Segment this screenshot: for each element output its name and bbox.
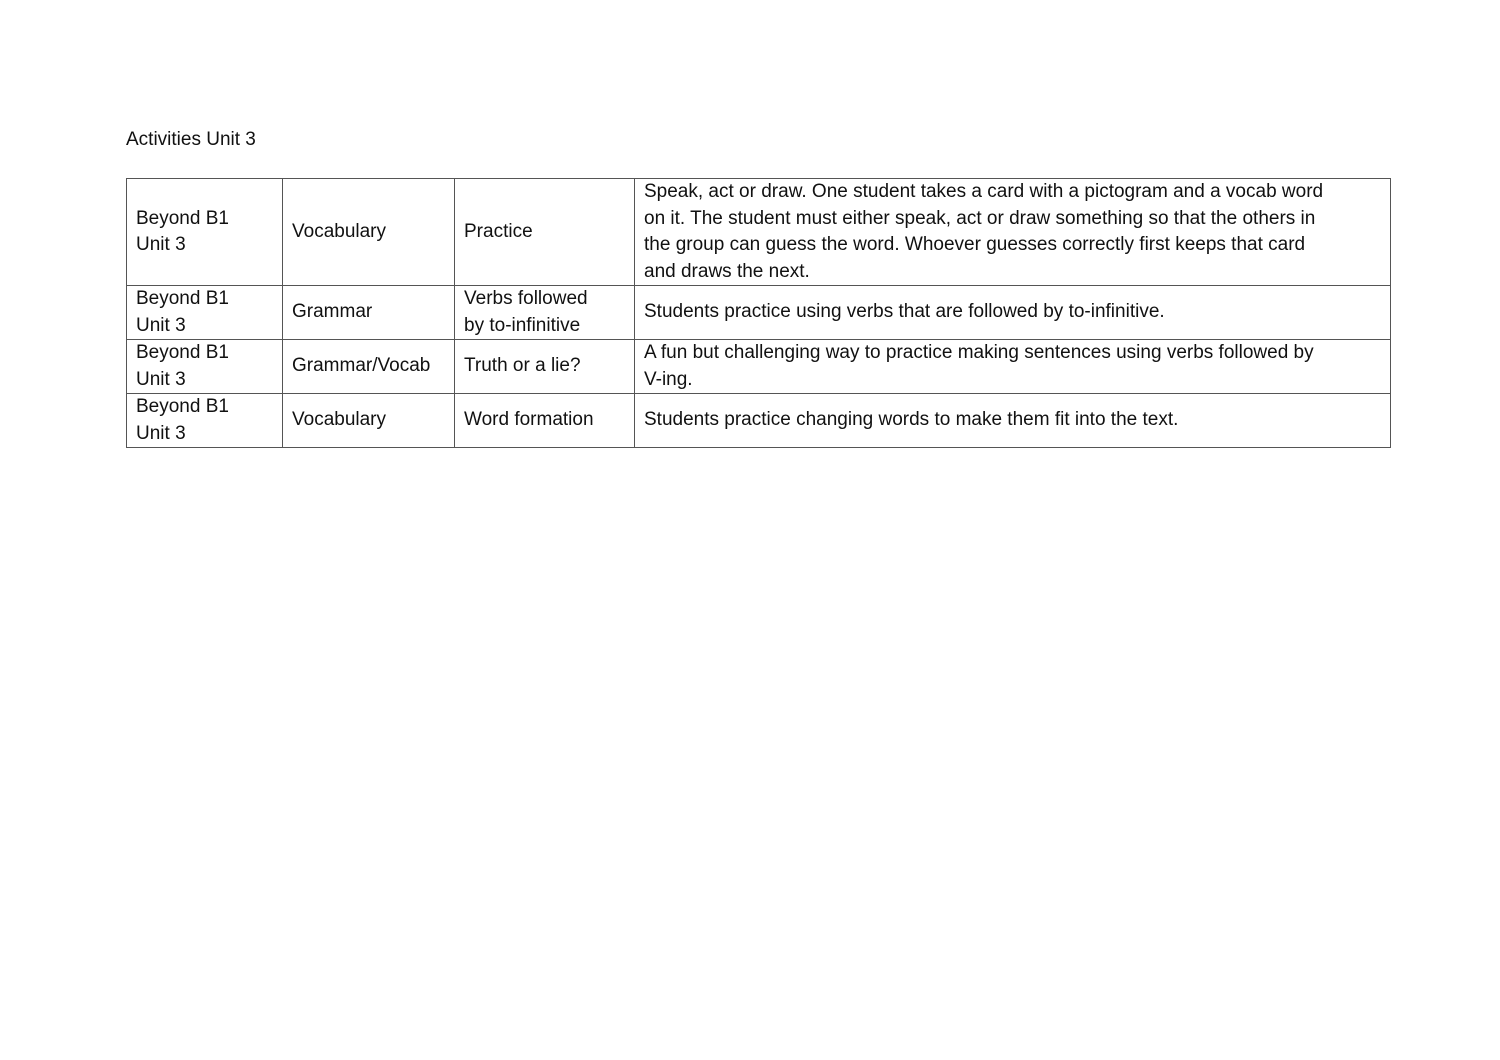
unit-number: Unit 3 — [136, 422, 186, 444]
unit-course: Beyond B1 — [136, 288, 229, 309]
activity-label-continued: by to-infinitive — [464, 314, 581, 336]
activity-label: Word formation — [464, 409, 594, 431]
page-title: Activities Unit 3 — [126, 129, 256, 150]
table-row — [127, 394, 1391, 448]
table-row — [127, 286, 1391, 340]
unit-cell — [127, 394, 283, 448]
category-cell — [283, 286, 455, 340]
activity-cell — [455, 286, 635, 340]
unit-course: Beyond B1 — [136, 342, 229, 363]
description-cell — [635, 286, 1391, 340]
description-line: on it. The student must either speak, act or draw something so that the others in — [644, 207, 1316, 229]
description-cell — [635, 179, 1391, 286]
category-cell — [283, 340, 455, 394]
unit-number: Unit 3 — [136, 368, 186, 390]
category-label: Vocabulary — [292, 220, 387, 242]
unit-cell — [127, 286, 283, 340]
activities-table — [126, 178, 1391, 448]
activity-cell — [455, 179, 635, 286]
description-line: and draws the next. — [644, 260, 810, 282]
category-label: Vocabulary — [292, 409, 387, 431]
unit-number: Unit 3 — [136, 314, 186, 336]
description-line: A fun but challenging way to practice making sentences using verbs followed by — [644, 342, 1314, 363]
description-line: Speak, act or draw. One student takes a card with a pictogram and a vocab word — [644, 181, 1324, 202]
description-cell — [635, 394, 1391, 448]
description-line: the group can guess the word. Whoever guesses correctly first keeps that card — [644, 234, 1306, 255]
activity-cell — [455, 394, 635, 448]
category-label: Grammar — [292, 301, 373, 323]
unit-cell — [127, 340, 283, 394]
category-cell — [283, 179, 455, 286]
category-cell — [283, 394, 455, 448]
description-line: Students practice changing words to make them fit into the text. — [644, 409, 1179, 431]
activity-label: Practice — [464, 220, 533, 242]
unit-number: Unit 3 — [136, 234, 186, 255]
description-line: V-ing. — [644, 368, 693, 390]
table-row — [127, 340, 1391, 394]
unit-course: Beyond B1 — [136, 207, 229, 229]
unit-course: Beyond B1 — [136, 396, 229, 417]
activity-label: Verbs followed — [464, 288, 588, 309]
activity-cell — [455, 340, 635, 394]
table-row — [127, 179, 1391, 286]
unit-cell — [127, 179, 283, 286]
category-label: Grammar/Vocab — [292, 355, 431, 377]
description-cell — [635, 340, 1391, 394]
activity-label: Truth or a lie? — [464, 355, 581, 377]
description-line: Students practice using verbs that are followed by to-infinitive. — [644, 301, 1165, 323]
